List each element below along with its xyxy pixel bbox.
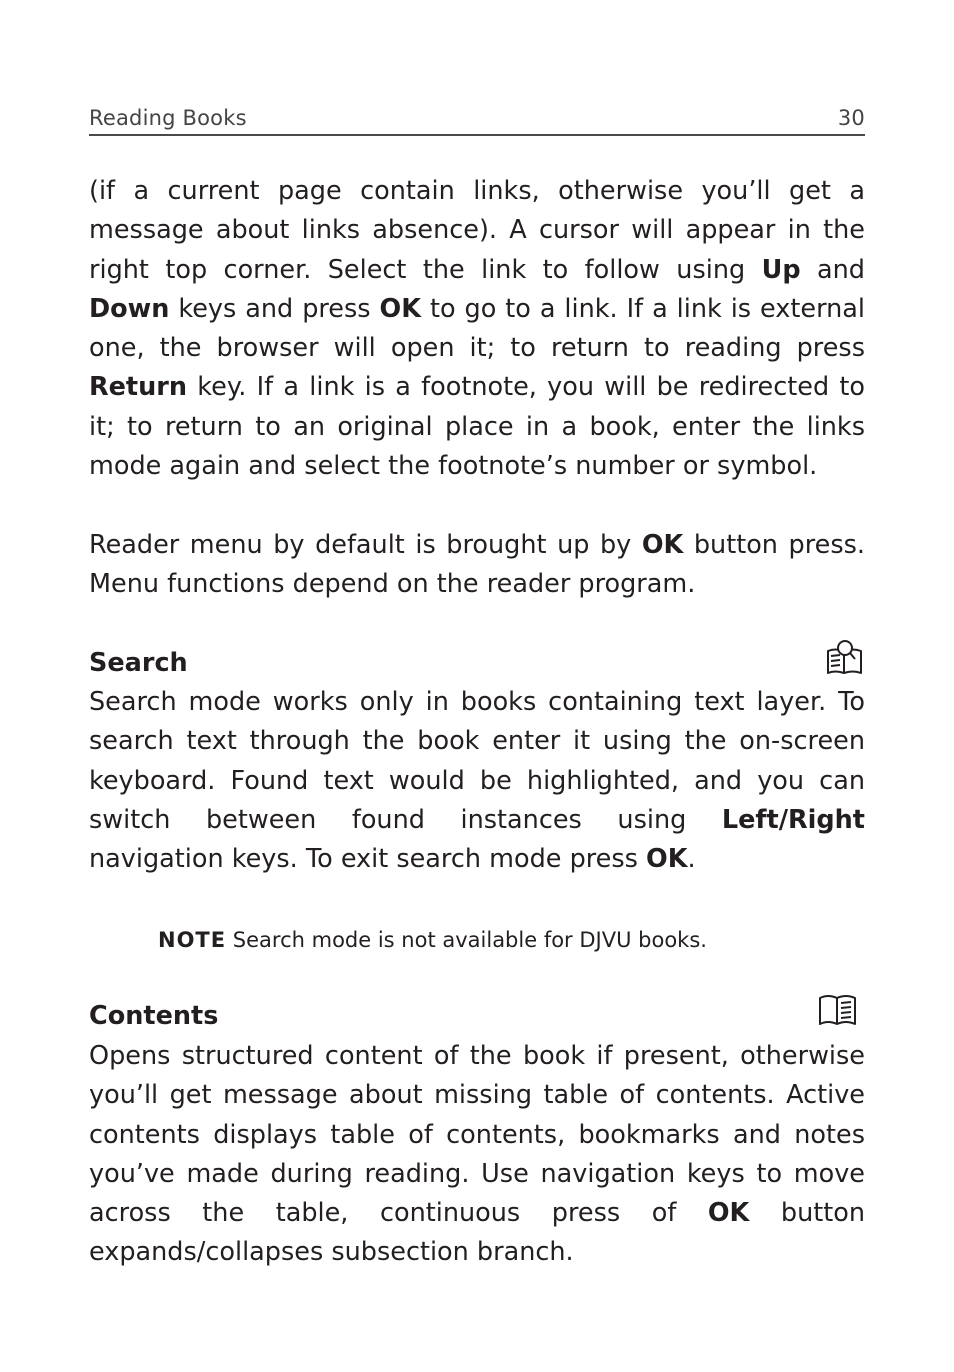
text-run: and <box>800 254 865 285</box>
key-name-ok: OK <box>379 293 421 324</box>
search-heading: Search <box>89 648 188 678</box>
text-run: button press. Menu functions depend on the reader program. <box>89 530 865 600</box>
key-name-return: Return <box>89 372 188 403</box>
links-paragraph <box>89 172 865 486</box>
search-paragraph <box>89 683 865 879</box>
text-run: Search mode works only in books containing text layer. To search text through the book enter it using the on-screen keyboard. Found text would be highlighted, and you can switch between found instances using <box>89 687 865 835</box>
book-search-icon <box>825 638 865 678</box>
text-run: . <box>687 844 696 875</box>
key-name-ok: OK <box>707 1198 750 1229</box>
text-run: button expands/collapses subsection branch. <box>89 1198 865 1268</box>
key-name-up: Up <box>761 254 801 285</box>
text-run: Opens structured content of the book if present, otherwise you’ll get message about missing table of contents. Active contents displays table of contents, bookmarks and notes you’ve made during reading. Use navigation keys to move across the table, continuous press of <box>89 1041 865 1229</box>
text-run: keys and press <box>169 293 380 324</box>
key-name-left-right: Left/Right <box>721 804 865 835</box>
key-name-ok: OK <box>646 844 688 875</box>
contents-paragraph <box>89 1037 865 1273</box>
text-run: key. If a link is a footnote, you will be redirected to it; to return to an original place in a book, enter the links mode again and select the footnote’s number or symbol. <box>89 372 865 482</box>
note-label: NOTE <box>158 928 227 952</box>
reader-menu-paragraph <box>89 526 865 605</box>
key-name-ok: OK <box>641 530 684 560</box>
running-header <box>89 104 865 136</box>
search-note <box>158 925 707 955</box>
text-run: to go to a link. If a link is external one, the browser will open it; to return to reading press <box>89 293 865 364</box>
text-run: Reader menu by default is brought up by <box>89 530 642 560</box>
text-run: navigation keys. To exit search mode press <box>89 844 647 875</box>
section-title: Reading Books <box>89 106 247 130</box>
contents-heading: Contents <box>89 1001 219 1031</box>
page-number: 30 <box>837 106 865 130</box>
open-book-icon <box>818 990 858 1030</box>
key-name-down: Down <box>89 293 170 324</box>
text-run: (if a current page contain links, otherwise you’ll get a message about links absence). A cursor will appear in the right top corner. Select the link to follow using <box>89 176 865 285</box>
note-text: Search mode is not available for DJVU books. <box>226 928 707 952</box>
